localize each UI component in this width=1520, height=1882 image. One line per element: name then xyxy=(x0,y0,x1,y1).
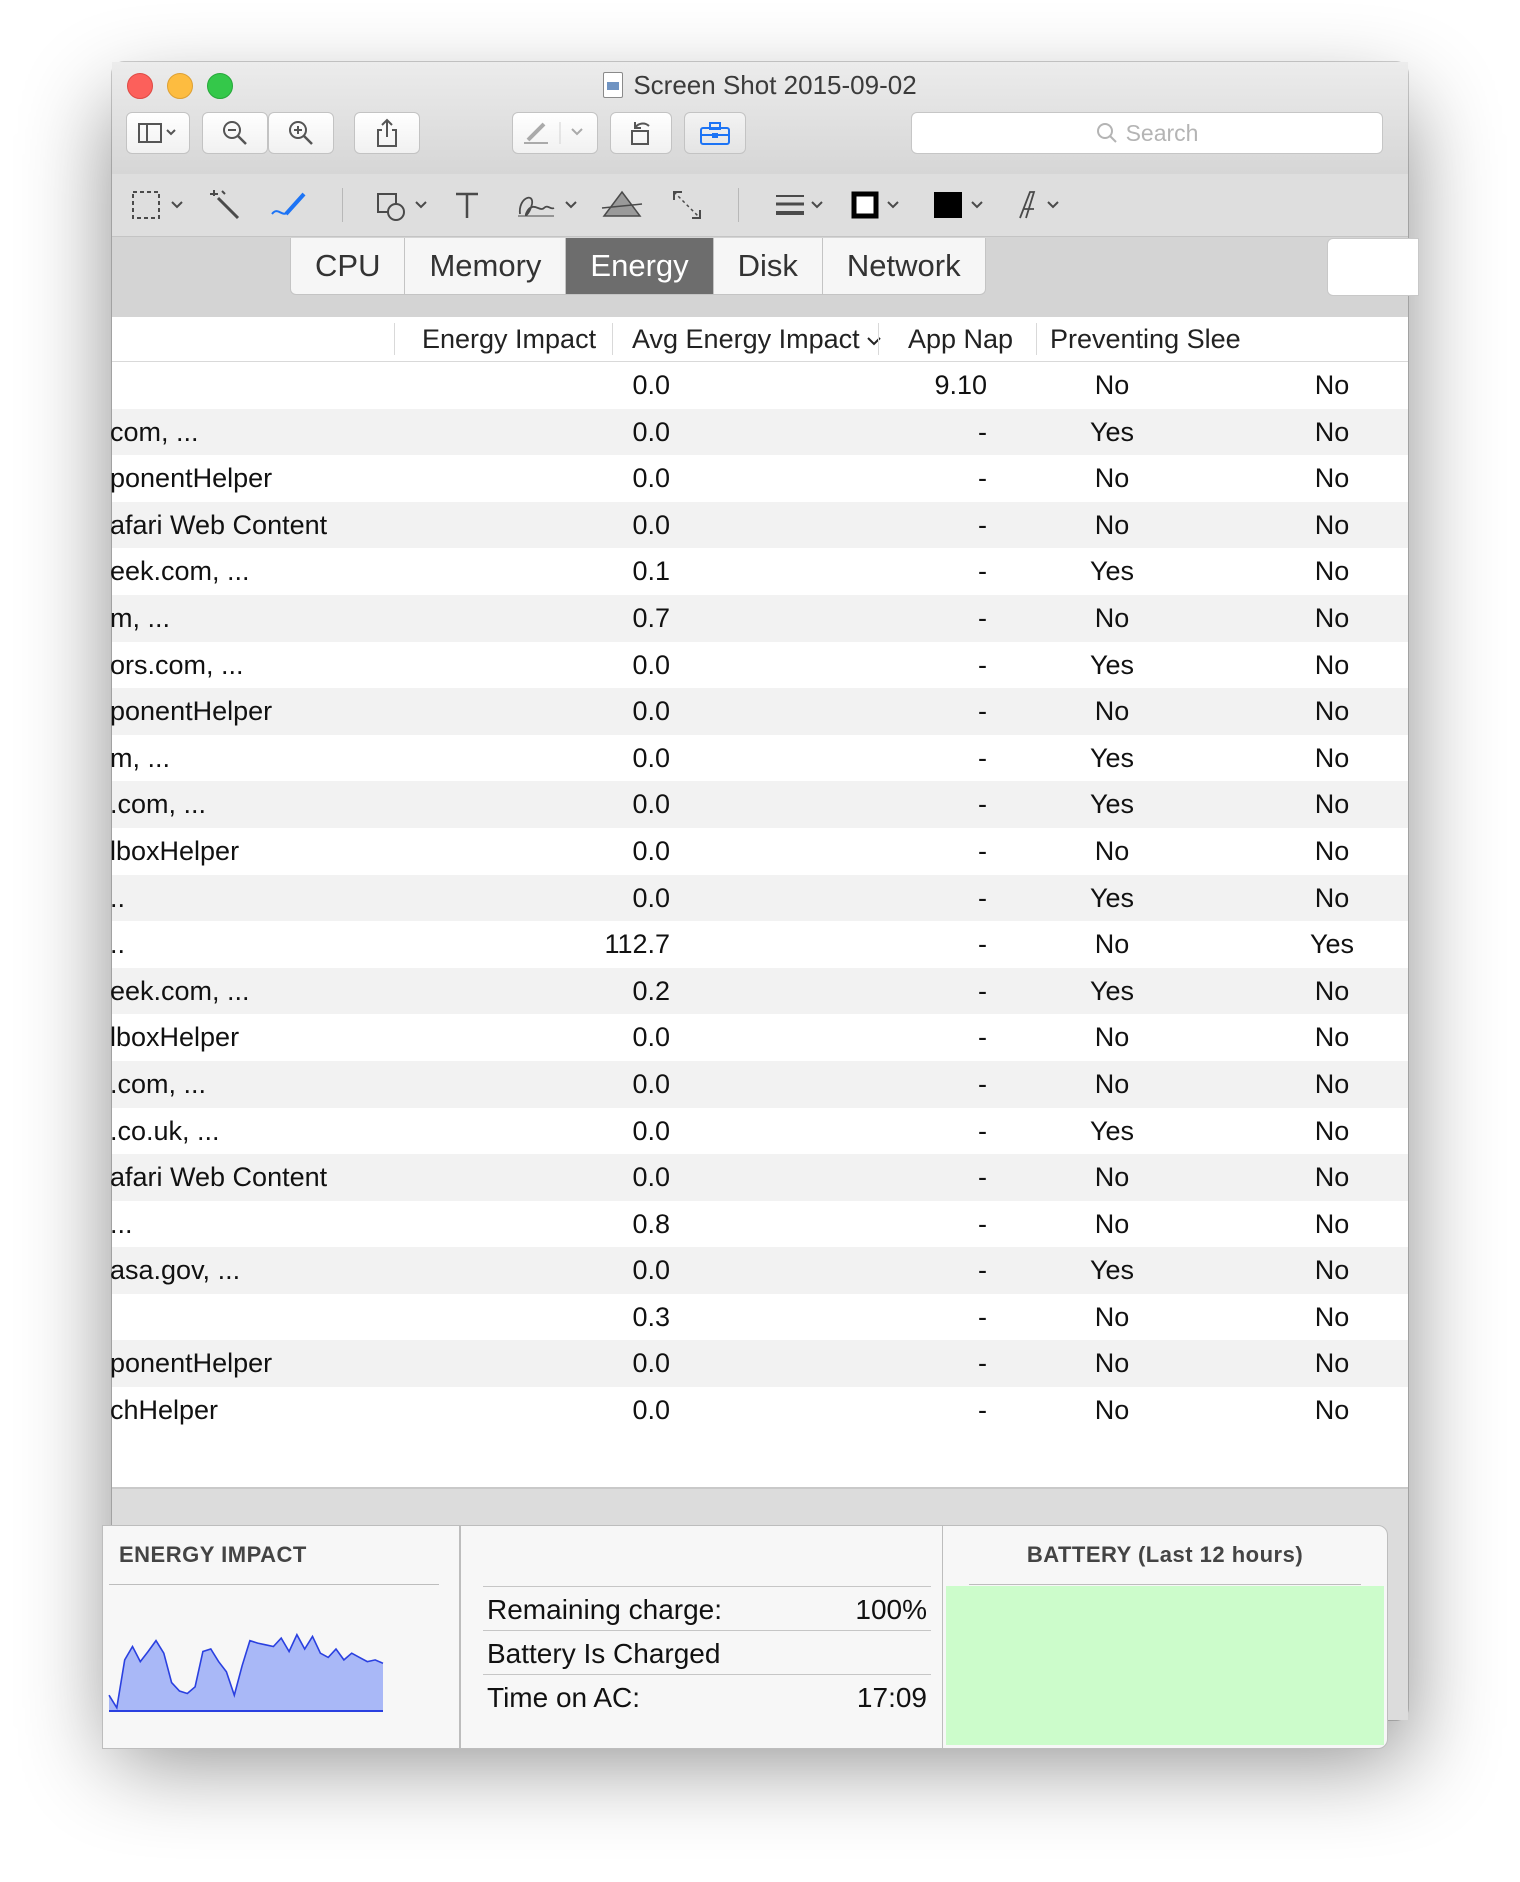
time-on-ac-row xyxy=(487,1682,927,1714)
process-name-cell xyxy=(110,1294,440,1341)
table-row[interactable] xyxy=(112,548,1408,595)
tab-cpu[interactable]: CPU xyxy=(291,238,405,294)
preventing-sleep-cell: No xyxy=(1314,1022,1350,1053)
tab-disk[interactable]: Disk xyxy=(714,238,823,294)
markup-toolbox-button[interactable] xyxy=(684,112,746,154)
energy-impact-cell: 0.0 xyxy=(632,463,670,494)
line-style-icon xyxy=(772,188,828,222)
preventing-sleep-cell: No xyxy=(1314,1395,1350,1426)
table-row[interactable] xyxy=(112,1340,1408,1387)
preventing-sleep-cell: No xyxy=(1314,1348,1350,1379)
process-name-cell: .. xyxy=(110,929,126,960)
energy-impact-cell: 0.0 xyxy=(632,1162,670,1193)
app-nap-cell: Yes xyxy=(1089,882,1135,913)
table-row[interactable] xyxy=(112,1014,1408,1061)
battery-history-panel xyxy=(942,1525,1388,1749)
table-row[interactable] xyxy=(112,688,1408,735)
preventing-sleep-cell: No xyxy=(1314,1255,1350,1286)
column-header-preventing-sleep[interactable]: Preventing Slee xyxy=(1050,324,1241,354)
avg-energy-impact-cell: - xyxy=(978,1115,987,1146)
process-name-cell: asa.gov, ... xyxy=(110,1255,241,1286)
avg-energy-impact-cell: - xyxy=(978,975,987,1006)
avg-energy-impact-cell: - xyxy=(978,1348,987,1379)
search-placeholder: Search xyxy=(1125,119,1199,146)
energy-impact-cell: 0.0 xyxy=(632,1255,670,1286)
avg-energy-impact-cell: - xyxy=(978,416,987,447)
fill-color-tool[interactable] xyxy=(930,186,990,224)
energy-impact-cell: 0.0 xyxy=(632,835,670,866)
process-name-cell: ponentHelper xyxy=(110,696,273,727)
energy-impact-cell: 0.0 xyxy=(632,742,670,773)
process-name-cell: ... xyxy=(110,1208,133,1239)
preventing-sleep-cell: No xyxy=(1314,509,1350,540)
avg-energy-impact-cell: - xyxy=(978,1301,987,1332)
shapes-icon xyxy=(374,188,434,222)
selection-tool[interactable] xyxy=(130,186,186,224)
app-nap-cell: No xyxy=(1094,1395,1130,1426)
preventing-sleep-cell: No xyxy=(1314,556,1350,587)
avg-energy-impact-cell: - xyxy=(978,882,987,913)
sketch-icon xyxy=(268,188,312,222)
app-nap-cell: No xyxy=(1094,1348,1130,1379)
signature-icon xyxy=(514,188,582,222)
app-nap-cell: Yes xyxy=(1089,742,1135,773)
energy-impact-cell: 0.0 xyxy=(632,1068,670,1099)
process-name-cell: .. xyxy=(110,882,126,913)
avg-energy-impact-cell: - xyxy=(978,1255,987,1286)
table-row[interactable] xyxy=(112,968,1408,1015)
energy-graph-area xyxy=(109,1635,383,1712)
text-tool[interactable] xyxy=(452,186,482,224)
avg-energy-impact-cell: - xyxy=(978,556,987,587)
rect-select-icon xyxy=(130,188,186,222)
avg-energy-impact-cell: - xyxy=(978,509,987,540)
battery-history-graph xyxy=(946,1586,1384,1745)
avg-energy-impact-cell: - xyxy=(978,1022,987,1053)
column-header-avg-energy-impact[interactable] xyxy=(632,317,882,361)
app-nap-cell: No xyxy=(1094,929,1130,960)
preventing-sleep-cell: No xyxy=(1314,975,1350,1006)
table-row[interactable] xyxy=(112,1061,1408,1108)
app-nap-cell: No xyxy=(1094,602,1130,633)
magic-wand-icon xyxy=(208,188,244,222)
table-row[interactable] xyxy=(112,781,1408,828)
preventing-sleep-cell: No xyxy=(1314,370,1350,400)
energy-impact-cell: 0.0 xyxy=(632,1115,670,1146)
preventing-sleep-cell: No xyxy=(1314,1208,1350,1239)
text-icon xyxy=(452,188,482,222)
avg-energy-impact-cell: - xyxy=(978,789,987,820)
avg-energy-header-label: Avg Energy Impact xyxy=(632,324,860,354)
tab-energy[interactable]: Energy xyxy=(566,238,713,294)
toolbox-icon xyxy=(699,120,731,146)
energy-footer xyxy=(112,1489,1408,1720)
remaining-charge-label: Remaining charge: xyxy=(487,1594,723,1625)
energy-impact-cell: 0.0 xyxy=(632,1022,670,1053)
energy-impact-cell: 0.0 xyxy=(632,1395,670,1426)
avg-energy-impact-cell: - xyxy=(978,1208,987,1239)
avg-energy-impact-cell: - xyxy=(978,742,987,773)
process-name-cell: .co.uk, ... xyxy=(110,1115,220,1146)
table-row[interactable] xyxy=(112,409,1408,456)
preventing-sleep-cell: No xyxy=(1314,416,1350,447)
remaining-charge-value: 100% xyxy=(855,1594,927,1625)
app-nap-cell: No xyxy=(1094,370,1130,400)
process-name-cell: chHelper xyxy=(110,1395,219,1426)
process-name-cell: eek.com, ... xyxy=(110,556,250,587)
app-nap-cell: No xyxy=(1094,1022,1130,1053)
prism-icon xyxy=(600,188,644,222)
table-row[interactable] xyxy=(112,735,1408,782)
fill-color-icon xyxy=(930,188,990,222)
pen-icon xyxy=(520,120,590,146)
process-name-cell: lboxHelper xyxy=(110,835,240,866)
process-name-cell: .com, ... xyxy=(110,789,207,820)
preventing-sleep-cell: Yes xyxy=(1309,929,1355,960)
table-row[interactable] xyxy=(112,828,1408,875)
process-name-cell: com, ... xyxy=(110,416,199,447)
process-name-cell xyxy=(110,362,440,409)
battery-status-row xyxy=(487,1638,927,1670)
app-nap-cell: No xyxy=(1094,1068,1130,1099)
avg-energy-impact-cell: 9.10 xyxy=(934,370,987,400)
tab-network[interactable]: Network xyxy=(846,248,961,283)
energy-impact-title: ENERGY IMPACT xyxy=(119,1542,307,1567)
column-header-energy-impact[interactable]: Energy Impact xyxy=(422,324,597,354)
sidebar-view-button[interactable] xyxy=(126,112,190,154)
app-nap-cell: Yes xyxy=(1089,556,1135,587)
text-style-icon xyxy=(1012,188,1068,222)
avg-energy-impact-cell: - xyxy=(978,649,987,680)
preventing-sleep-cell: No xyxy=(1314,1115,1350,1146)
preventing-sleep-cell: No xyxy=(1314,835,1350,866)
window-title-area xyxy=(112,70,1408,101)
energy-impact-cell: 0.2 xyxy=(632,975,670,1006)
avg-energy-impact-cell: - xyxy=(978,1068,987,1099)
process-name-cell: m, ... xyxy=(110,742,170,773)
activity-monitor-tabbar xyxy=(112,237,1408,317)
title-bar xyxy=(112,62,1408,175)
resize-icon xyxy=(670,188,704,222)
table-row[interactable] xyxy=(112,502,1408,549)
app-nap-cell: No xyxy=(1094,1208,1130,1239)
process-name-cell: afari Web Content xyxy=(110,1162,328,1193)
table-row[interactable] xyxy=(112,875,1408,922)
energy-impact-cell: 0.8 xyxy=(632,1208,670,1239)
line-style-tool[interactable] xyxy=(772,186,828,224)
table-row[interactable] xyxy=(112,362,1408,409)
time-on-ac-value: 17:09 xyxy=(856,1682,927,1713)
table-row[interactable] xyxy=(112,1387,1408,1434)
battery-status-text: Battery Is Charged xyxy=(487,1638,721,1669)
energy-impact-cell: 0.7 xyxy=(632,602,670,633)
energy-impact-cell: 0.0 xyxy=(632,370,670,400)
process-name-cell: .com, ... xyxy=(110,1068,207,1099)
energy-impact-cell: 0.0 xyxy=(632,882,670,913)
app-nap-cell: Yes xyxy=(1089,649,1135,680)
avg-energy-impact-cell: - xyxy=(978,929,987,960)
border-color-icon xyxy=(850,188,906,222)
sketch-tool[interactable] xyxy=(268,186,312,224)
preventing-sleep-cell: No xyxy=(1314,696,1350,727)
share-button[interactable] xyxy=(354,112,420,154)
app-nap-cell: Yes xyxy=(1089,975,1135,1006)
zoom-out-button[interactable] xyxy=(202,112,268,154)
table-row[interactable] xyxy=(112,642,1408,689)
process-name-cell: ponentHelper xyxy=(110,463,273,494)
app-nap-cell: No xyxy=(1094,835,1130,866)
preventing-sleep-cell: No xyxy=(1314,789,1350,820)
window-title: Screen Shot 2015-09-02 xyxy=(633,70,917,100)
process-name-cell: m, ... xyxy=(110,602,170,633)
filter-field[interactable] xyxy=(1327,238,1419,296)
process-table xyxy=(112,362,1408,1434)
preventing-sleep-cell: No xyxy=(1314,742,1350,773)
adjust-size-tool[interactable] xyxy=(670,186,704,224)
process-name-cell: afari Web Content xyxy=(110,509,328,540)
table-row[interactable] xyxy=(112,1108,1408,1155)
avg-energy-impact-cell: - xyxy=(978,1162,987,1193)
markup-toolbar xyxy=(112,174,1408,237)
search-field[interactable] xyxy=(911,112,1383,154)
table-header xyxy=(112,317,1408,362)
avg-energy-impact-cell: - xyxy=(978,835,987,866)
energy-impact-cell: 0.3 xyxy=(632,1301,670,1332)
app-nap-cell: Yes xyxy=(1089,1115,1135,1146)
zoom-out-icon xyxy=(221,119,249,147)
preventing-sleep-cell: No xyxy=(1314,602,1350,633)
zoom-in-button[interactable] xyxy=(268,112,334,154)
energy-impact-cell: 0.0 xyxy=(632,509,670,540)
document-icon xyxy=(603,72,623,98)
rotate-button[interactable] xyxy=(610,112,672,154)
app-nap-cell: Yes xyxy=(1089,416,1135,447)
share-icon xyxy=(374,118,400,148)
avg-energy-impact-cell: - xyxy=(978,463,987,494)
process-name-cell: ors.com, ... xyxy=(110,649,244,680)
app-nap-cell: No xyxy=(1094,509,1130,540)
app-nap-cell: No xyxy=(1094,463,1130,494)
annotate-button[interactable] xyxy=(512,112,598,154)
app-nap-cell: No xyxy=(1094,1301,1130,1332)
energy-impact-graph xyxy=(109,1622,383,1712)
border-color-tool[interactable] xyxy=(850,186,906,224)
tab-group xyxy=(290,238,986,295)
energy-impact-cell: 0.0 xyxy=(632,696,670,727)
avg-energy-impact-cell: - xyxy=(978,602,987,633)
instant-alpha-tool[interactable] xyxy=(208,186,244,224)
text-style-tool[interactable] xyxy=(1012,186,1068,224)
app-nap-cell: No xyxy=(1094,696,1130,727)
sidebar-icon xyxy=(138,122,178,144)
tab-memory[interactable]: Memory xyxy=(405,238,566,294)
table-row[interactable] xyxy=(112,921,1408,968)
time-on-ac-label: Time on AC: xyxy=(487,1682,641,1713)
table-row[interactable] xyxy=(112,1247,1408,1294)
column-header-app-nap[interactable]: App Nap xyxy=(908,324,1014,354)
preventing-sleep-cell: No xyxy=(1314,1068,1350,1099)
table-row[interactable] xyxy=(112,1294,1408,1341)
app-nap-cell: No xyxy=(1094,1162,1130,1193)
remaining-charge-row xyxy=(487,1594,927,1626)
app-nap-cell: Yes xyxy=(1089,789,1135,820)
table-row[interactable] xyxy=(112,1201,1408,1248)
battery-info-panel xyxy=(460,1525,954,1749)
app-nap-cell: Yes xyxy=(1089,1255,1135,1286)
avg-energy-impact-cell: - xyxy=(978,696,987,727)
table-row[interactable] xyxy=(112,1154,1408,1201)
energy-impact-cell: 0.1 xyxy=(632,556,670,587)
preventing-sleep-cell: No xyxy=(1314,463,1350,494)
battery-history-title: BATTERY (Last 12 hours) xyxy=(1026,1542,1304,1567)
preventing-sleep-cell: No xyxy=(1314,1162,1350,1193)
energy-impact-cell: 0.0 xyxy=(632,649,670,680)
process-name-cell: lboxHelper xyxy=(110,1022,240,1053)
adjust-color-tool[interactable] xyxy=(600,186,644,224)
energy-impact-cell: 112.7 xyxy=(604,929,670,960)
shapes-tool[interactable] xyxy=(374,186,434,224)
search-icon xyxy=(1096,122,1118,144)
signature-tool[interactable] xyxy=(514,186,582,224)
energy-impact-cell: 0.0 xyxy=(632,416,670,447)
sort-descending-icon xyxy=(866,336,882,346)
preview-window xyxy=(112,62,1408,1720)
avg-energy-impact-cell: - xyxy=(978,1395,987,1426)
table-row[interactable] xyxy=(112,595,1408,642)
rotate-icon xyxy=(627,119,655,147)
preventing-sleep-cell: No xyxy=(1314,1301,1350,1332)
preventing-sleep-cell: No xyxy=(1314,882,1350,913)
preventing-sleep-cell: No xyxy=(1314,649,1350,680)
energy-impact-cell: 0.0 xyxy=(632,1348,670,1379)
table-row[interactable] xyxy=(112,455,1408,502)
process-name-cell: eek.com, ... xyxy=(110,975,250,1006)
zoom-in-icon xyxy=(287,119,315,147)
energy-impact-cell: 0.0 xyxy=(632,789,670,820)
energy-impact-panel xyxy=(102,1525,460,1749)
process-name-cell: ponentHelper xyxy=(110,1348,273,1379)
